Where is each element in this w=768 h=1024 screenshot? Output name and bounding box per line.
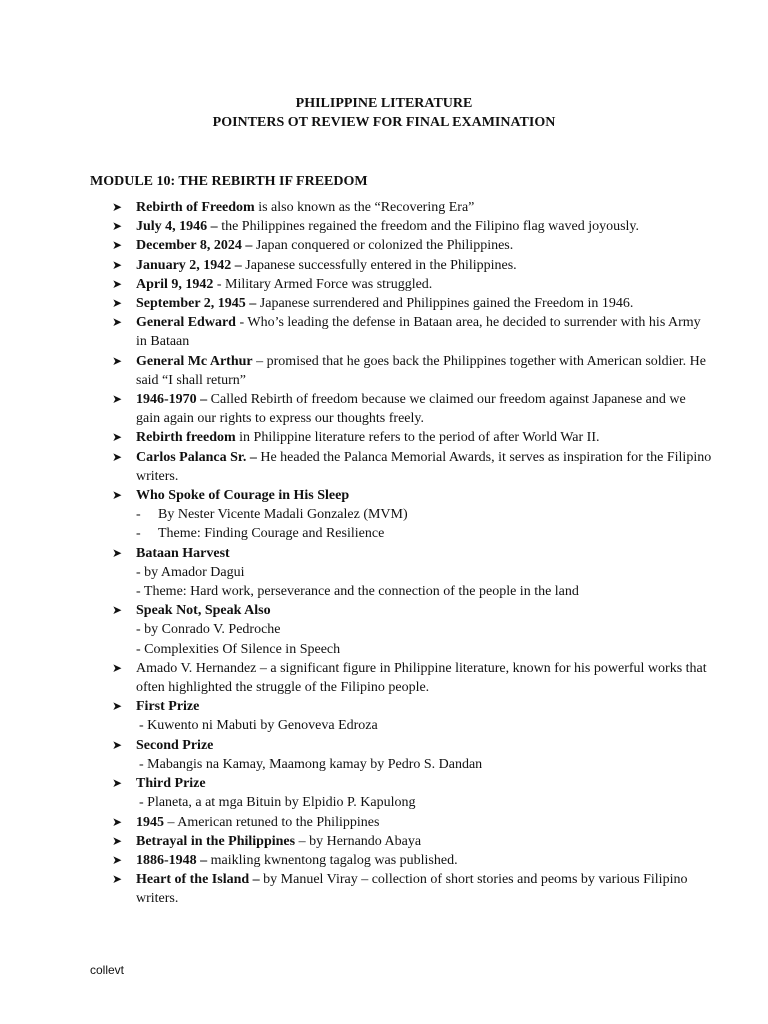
- arrow-bullet-icon: ➤: [112, 833, 123, 848]
- arrow-bullet-icon: ➤: [112, 296, 123, 311]
- item-term: Carlos Palanca Sr. –: [136, 449, 257, 465]
- item-text: by Manuel Viray – collection of short stories and peoms by various Filipino writers.: [136, 872, 688, 907]
- sub-item: - by Amador Dagui: [136, 564, 245, 580]
- item-text: Japanese successfully entered in the Philippines.: [241, 257, 517, 273]
- module-heading: MODULE 10: THE REBIRTH IF FREEDOM: [90, 174, 368, 189]
- item-text: Japanese surrendered and Philippines gained the Freedom in 1946.: [256, 296, 634, 312]
- arrow-bullet-icon: ➤: [112, 852, 123, 867]
- item-term: 1886-1948 –: [136, 852, 208, 868]
- item-term: General Edward: [136, 315, 236, 331]
- list-item: [112, 294, 712, 313]
- arrow-bullet-icon: ➤: [112, 353, 123, 368]
- item-term: Rebirth of Freedom: [136, 200, 255, 215]
- list-item: [112, 486, 712, 505]
- arrow-bullet-icon: ➤: [112, 872, 123, 887]
- sub-item: - Complexities Of Silence in Speech: [136, 641, 341, 657]
- arrow-bullet-icon: ➤: [112, 200, 123, 214]
- item-term: December 8, 2024 –: [136, 238, 253, 254]
- footer-text: collevt: [90, 963, 125, 977]
- item-term: April 9, 1942: [136, 276, 214, 292]
- list-item: [112, 774, 712, 793]
- list-item: [112, 198, 712, 217]
- item-term: Who Spoke of Courage in His Sleep: [136, 488, 350, 504]
- arrow-bullet-icon: ➤: [112, 392, 123, 407]
- sub-item: - Kuwento ni Mabuti by Genoveva Edroza: [139, 718, 378, 734]
- arrow-bullet-icon: ➤: [112, 430, 123, 445]
- arrow-bullet-icon: ➤: [112, 603, 123, 618]
- document-title: PHILIPPINE LITERATURE: [295, 96, 473, 111]
- list-item: [112, 313, 712, 351]
- arrow-bullet-icon: ➤: [112, 449, 123, 464]
- list-item: [112, 236, 712, 255]
- list-item: [112, 275, 712, 294]
- arrow-bullet-icon: ➤: [112, 257, 123, 272]
- pointer-list: [112, 198, 712, 909]
- item-text: He headed the Palanca Memorial Awards, it serves as inspiration for the Filipino writers.: [136, 449, 712, 484]
- item-text: the Philippines regained the freedom and the Filipino flag waved joyously.: [217, 219, 640, 235]
- item-term: January 2, 1942 –: [136, 257, 242, 273]
- arrow-bullet-icon: ➤: [112, 219, 123, 234]
- sub-item: [112, 505, 712, 524]
- dash-marker: -: [136, 526, 141, 542]
- sub-item: - Theme: Hard work, perseverance and the connection of the people in the land: [136, 584, 579, 600]
- item-term: 1945: [136, 814, 164, 830]
- sub-item-text: By Nester Vicente Madali Gonzalez (MVM): [158, 507, 408, 523]
- arrow-bullet-icon: ➤: [112, 737, 123, 752]
- list-item: [112, 659, 712, 697]
- item-term: Second Prize: [136, 737, 214, 753]
- arrow-bullet-icon: ➤: [112, 488, 123, 503]
- dash-marker: -: [136, 507, 141, 523]
- document-subtitle: POINTERS OT REVIEW FOR FINAL EXAMINATION: [212, 115, 556, 130]
- sub-item: - Mabangis na Kamay, Maamong kamay by Pedro S. Dandan: [139, 756, 483, 772]
- item-text: – promised that he goes back the Philippines together with American soldier. He said “I shall return”: [136, 353, 706, 388]
- list-item: [112, 448, 712, 486]
- list-item: [112, 217, 712, 236]
- sub-item-text: Theme: Finding Courage and Resilience: [158, 526, 385, 542]
- item-term: September 2, 1945 –: [136, 296, 257, 312]
- list-item: [112, 390, 712, 428]
- item-term: Bataan Harvest: [136, 545, 230, 561]
- list-item: [112, 697, 712, 716]
- item-text: – American retuned to the Philippines: [164, 814, 380, 830]
- item-term: July 4, 1946 –: [136, 219, 218, 235]
- arrow-bullet-icon: ➤: [112, 276, 123, 291]
- item-term: Speak Not, Speak Also: [136, 603, 271, 619]
- list-item: [112, 428, 712, 447]
- arrow-bullet-icon: ➤: [112, 545, 123, 560]
- item-text: in Philippine literature refers to the period of after World War II.: [235, 430, 600, 446]
- arrow-bullet-icon: ➤: [112, 315, 123, 330]
- item-text: Japan conquered or colonized the Philippines.: [252, 238, 514, 254]
- list-item: [112, 256, 712, 275]
- item-term: 1946-1970 –: [136, 392, 208, 408]
- list-item: [112, 544, 712, 563]
- item-term: Third Prize: [136, 776, 206, 792]
- item-text: maikling kwnentong tagalog was published.: [207, 852, 458, 868]
- sub-item: [112, 524, 712, 543]
- item-text: is also known as the “Recovering Era”: [254, 200, 475, 215]
- list-item: [112, 352, 712, 390]
- arrow-bullet-icon: ➤: [112, 776, 123, 791]
- arrow-bullet-icon: ➤: [112, 699, 123, 714]
- item-text: Called Rebirth of freedom because we claimed our freedom against Japanese and we gain again our rights to express our thoughts freely.: [136, 392, 686, 427]
- item-text: - Who’s leading the defense in Bataan area, he decided to surrender with his Army in Bataan: [136, 315, 701, 350]
- item-text: Amado V. Hernandez – a significant figure in Philippine literature, known for his powerful works that often highlighted the struggle of the Filipino people.: [136, 660, 707, 696]
- list-item: [112, 851, 712, 870]
- arrow-bullet-icon: ➤: [112, 660, 123, 675]
- list-item: [112, 813, 712, 832]
- item-term: Betrayal in the Philippines: [136, 833, 296, 849]
- list-item: [112, 736, 712, 755]
- item-term: General Mc Arthur: [136, 353, 253, 369]
- item-text: – by Hernando Abaya: [295, 833, 422, 849]
- sub-item: - by Conrado V. Pedroche: [136, 622, 281, 638]
- item-term: First Prize: [136, 699, 200, 715]
- list-item: [112, 601, 712, 620]
- item-text: - Military Armed Force was struggled.: [213, 276, 433, 292]
- item-term: Rebirth freedom: [136, 430, 236, 446]
- item-term: Heart of the Island –: [136, 872, 260, 888]
- arrow-bullet-icon: ➤: [112, 814, 123, 829]
- arrow-bullet-icon: ➤: [112, 238, 123, 253]
- list-item: [112, 832, 712, 851]
- sub-item: - Planeta, a at mga Bituin by Elpidio P. Kapulong: [139, 795, 416, 811]
- list-item: [112, 870, 712, 908]
